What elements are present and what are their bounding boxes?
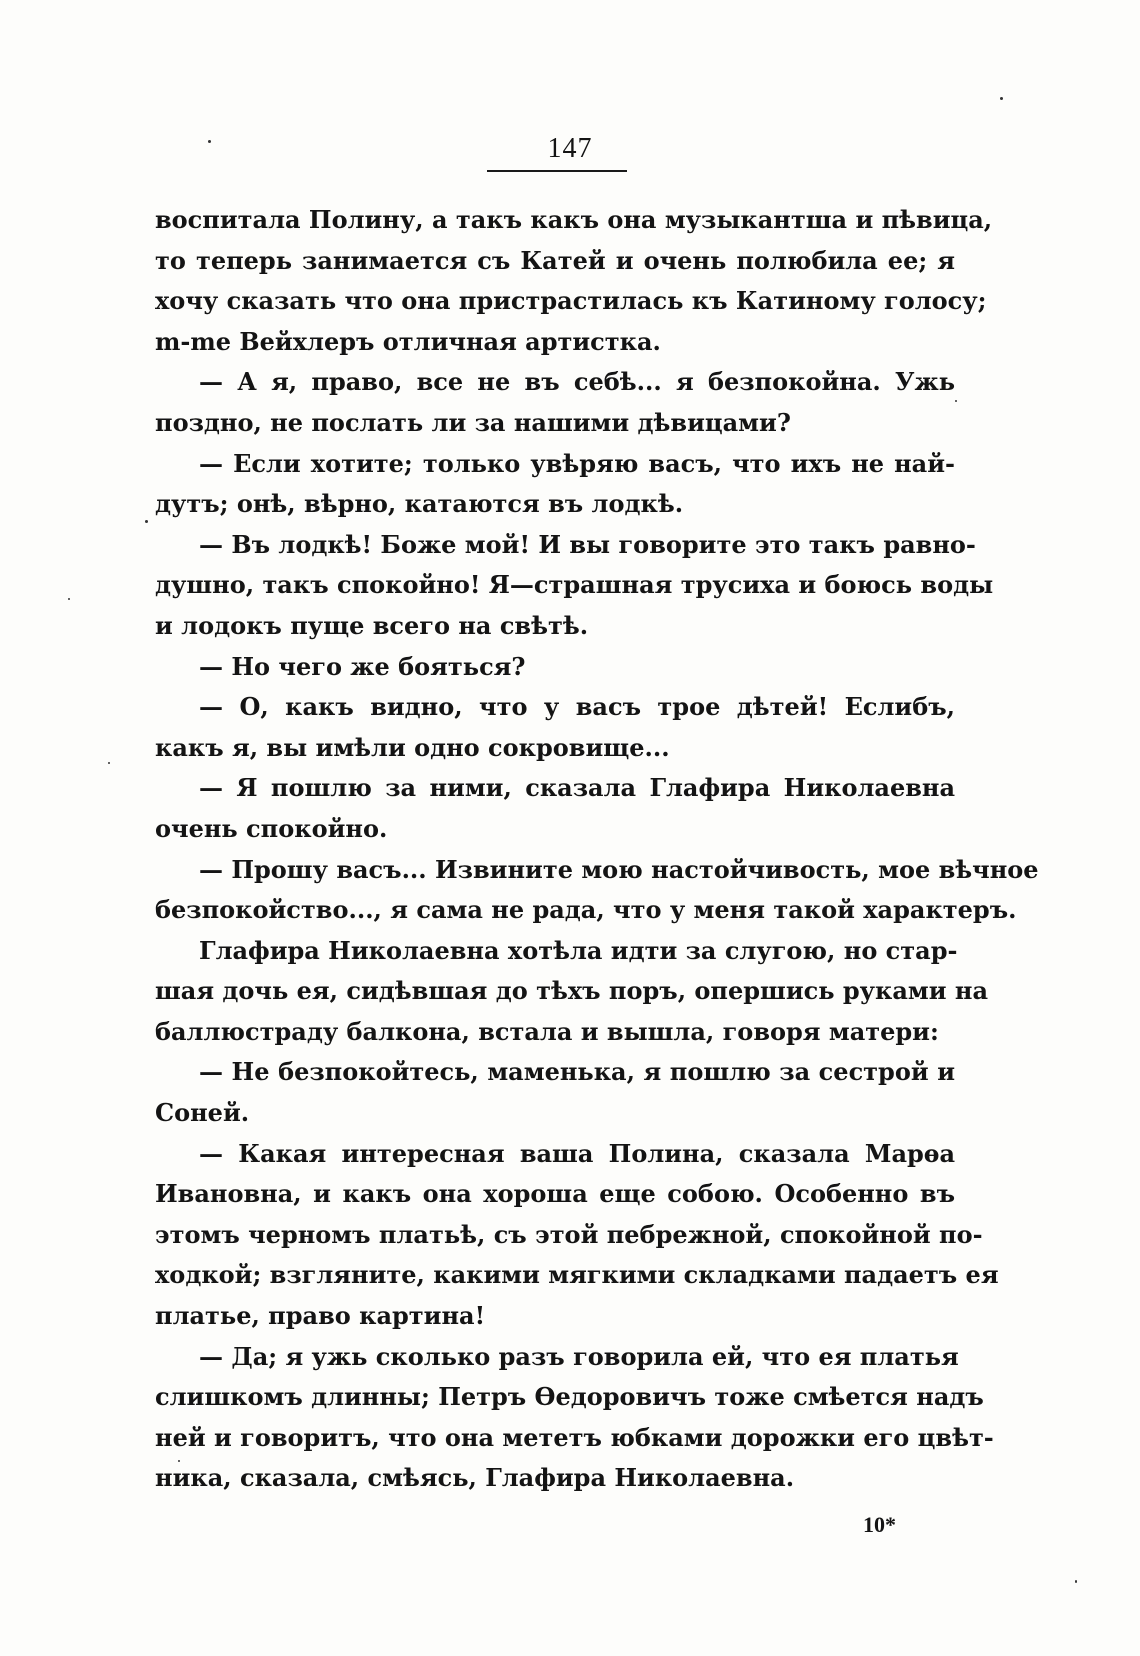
text-line: слишкомъ длинны; Петръ Ѳедоровичъ тоже смѣется надъ	[155, 1382, 984, 1412]
text-line: ника, сказала, смѣясь, Глафира Николаевна.	[155, 1463, 795, 1493]
scan-speck	[1000, 97, 1003, 100]
text-line: Соней.	[155, 1098, 250, 1128]
text-line: воспитала Полину, а такъ какъ она музыкантша и пѣвица,	[155, 205, 993, 234]
scan-speck	[108, 762, 110, 764]
text-line: — Но чего же бояться?	[199, 651, 526, 681]
text-line: ней и говоритъ, что она мететъ юбками дорожки его цвѣт-	[155, 1422, 994, 1452]
signature-mark: 10*	[863, 1512, 896, 1537]
text-line: платье, право картина!	[155, 1301, 486, 1331]
text-line: Ивановна, и какъ она хороша еще собою. Особенно въ	[155, 1179, 955, 1209]
header-rule	[487, 170, 627, 172]
text-line: — Прошу васъ... Извините мою настойчивость, мое вѣчное	[199, 854, 1039, 884]
text-line: дутъ; онѣ, вѣрно, катаются въ лодкѣ.	[155, 489, 684, 519]
text-line: — Не безпокойтесь, маменька, я пошлю за сестрой и	[199, 1057, 955, 1087]
text-line: m-me Вейхлеръ отличная артистка.	[155, 326, 661, 356]
text-line: безпокойство..., я сама не рада, что у меня такой характеръ.	[155, 895, 1017, 925]
text-line: этомъ черномъ платьѣ, съ этой пебрежной, спокойной по-	[155, 1219, 983, 1249]
text-line: ходкой; взгляните, какими мягкими складками падаетъ ея	[155, 1260, 999, 1290]
scan-speck	[1075, 1580, 1077, 1583]
text-line: какъ я, вы имѣли одно сокровище...	[155, 732, 670, 762]
body-text	[155, 200, 1039, 1499]
page-number: 147	[547, 133, 593, 164]
text-line: и лодокъ пуще всего на свѣтѣ.	[155, 610, 589, 640]
scan-speck	[208, 140, 211, 143]
scan-speck	[145, 520, 148, 523]
text-line: — Если хотите; только увѣряю васъ, что ихъ не най-	[199, 448, 955, 478]
text-line: хочу сказать что она пристрастилась къ Катиному голосу;	[155, 286, 987, 316]
text-line: то теперь занимается съ Катей и очень полюбила ее; я	[155, 245, 955, 275]
scan-speck	[955, 400, 957, 402]
text-line: баллюстраду балкона, встала и вышла, говоря матери:	[155, 1016, 939, 1046]
text-line: — Въ лодкѣ! Боже мой! И вы говорите это такъ равно-	[199, 529, 976, 559]
text-line: Глафира Николаевна хотѣла идти за слугою, но стар-	[199, 935, 958, 965]
text-line: поздно, не послать ли за нашими дѣвицами?	[155, 407, 791, 437]
text-line: душно, такъ спокойно! Я—страшная трусиха и боюсь воды	[155, 570, 994, 600]
text-line: шая дочь ея, сидѣвшая до тѣхъ поръ, опершись руками на	[155, 976, 989, 1006]
text-line: — О, какъ видно, что у васъ трое дѣтей! Еслибъ,	[199, 692, 955, 722]
text-line: — Я пошлю за ними, сказала Глафира Николаевна	[199, 773, 955, 803]
text-line: — Да; я ужь сколько разъ говорила ей, что ея платья	[199, 1341, 959, 1371]
scan-speck	[68, 598, 70, 600]
text-line: — А я, право, все не въ себѣ... я безпокойна. Ужь	[199, 367, 955, 397]
text-line: — Какая интересная ваша Полина, сказала Марѳа	[199, 1138, 955, 1168]
scan-speck	[178, 1460, 180, 1462]
text-line: очень спокойно.	[155, 813, 388, 843]
